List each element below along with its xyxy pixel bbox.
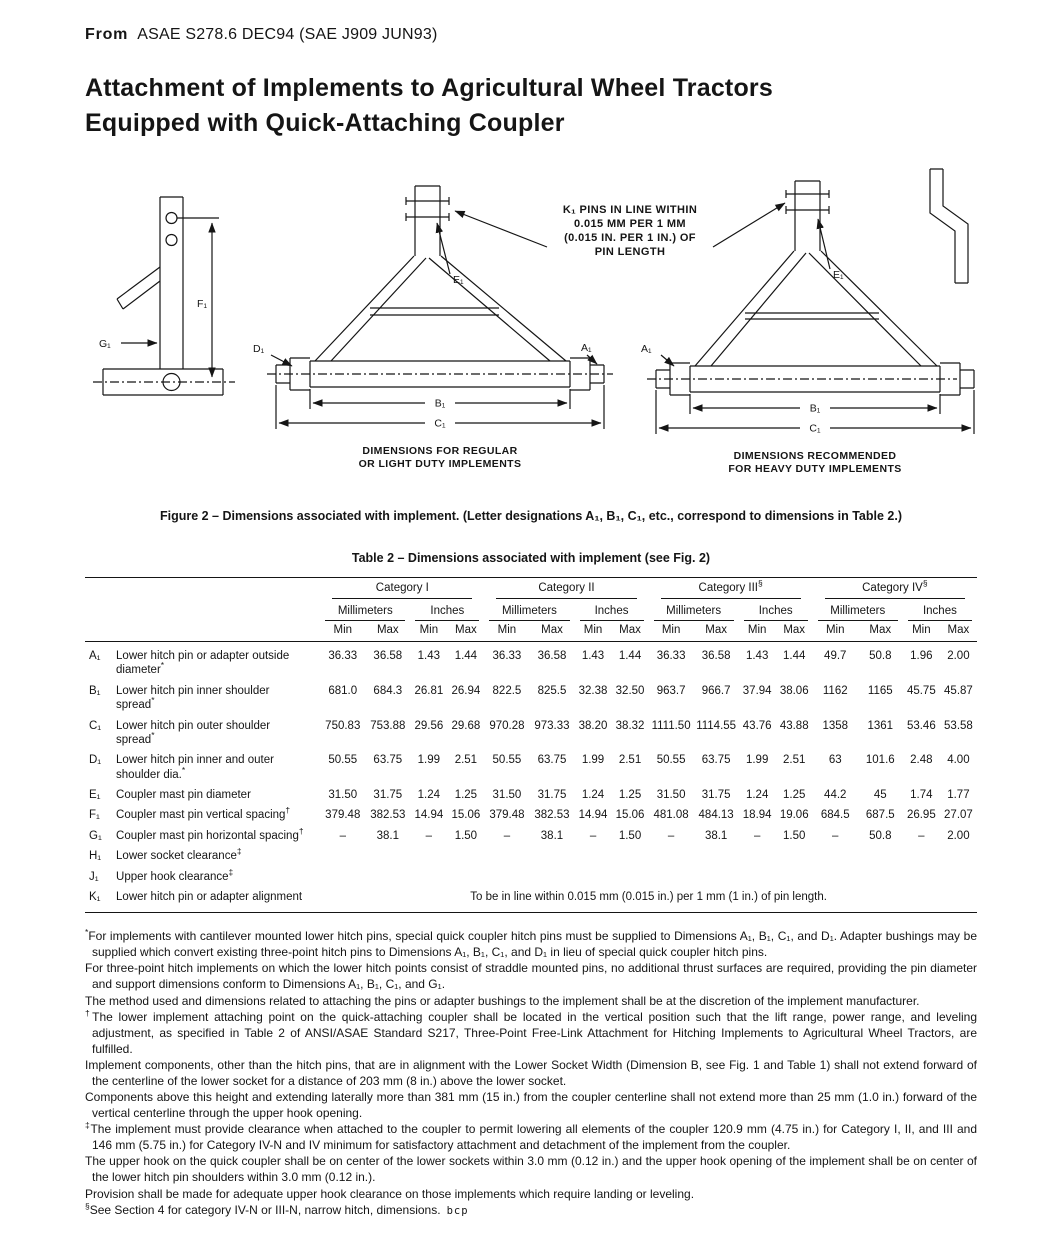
print-mark: bcp	[446, 1204, 469, 1217]
dimension-value: 43.88	[779, 719, 809, 732]
dimension-description: Lower socket clearance‡	[116, 846, 242, 863]
empty-values	[320, 867, 977, 887]
footnote	[85, 928, 977, 960]
dimension-value: 1.96	[910, 650, 933, 662]
dimension-value: 50.8	[869, 829, 892, 842]
dimension-value: 1.44	[618, 650, 642, 662]
dimension-value: 379.48	[489, 809, 525, 822]
dimension-value: 684.3	[373, 684, 403, 697]
dimension-value: 53.46	[906, 719, 936, 732]
dimension-value: 1.25	[454, 789, 478, 801]
dimension-row	[85, 805, 977, 825]
heavy-duty-caption-line1: DIMENSIONS RECOMMENDED	[733, 450, 897, 462]
dimension-row	[85, 716, 977, 751]
footnote	[85, 1202, 977, 1218]
dimension-value: 382.53	[534, 809, 570, 822]
dimension-row	[85, 750, 977, 785]
category-label: Category III	[698, 582, 758, 594]
label-b1-light: B₁	[434, 397, 446, 410]
dimension-symbol: A₁	[89, 650, 101, 662]
dimension-value: 38.1	[704, 829, 728, 842]
dimension-description: Upper hook clearance‡	[116, 866, 234, 883]
dimension-value: 63.75	[701, 754, 731, 767]
dimension-value: 2.00	[947, 650, 970, 662]
dimension-value: 36.33	[328, 650, 358, 662]
header-spacer	[85, 578, 320, 642]
footnote-marker: §	[85, 1200, 90, 1211]
footnote-marker: ‡	[85, 1120, 91, 1131]
dimension-value: 1.43	[745, 650, 769, 662]
dimension-value: 38.1	[540, 829, 564, 842]
dimension-row	[85, 887, 977, 913]
dimension-value: 45.87	[944, 684, 973, 697]
dimension-value: –	[753, 829, 761, 842]
dimension-value: 2.51	[454, 754, 478, 767]
dimension-value: 1.50	[454, 829, 478, 842]
dimension-value: 15.06	[615, 809, 645, 822]
units-header-mm: Millimeters	[320, 599, 410, 621]
dimension-description: Lower hitch pin inner shoulder spread*	[116, 684, 270, 712]
dimensions-table	[85, 577, 977, 913]
units-header-mm: Millimeters	[484, 599, 574, 621]
label-c1-heavy: C₁	[809, 422, 821, 435]
dimension-symbol: F₁	[89, 809, 100, 822]
dimension-description: Coupler mast pin diameter	[116, 789, 251, 801]
category-header-2	[484, 578, 648, 600]
dimension-value: 26.81	[414, 684, 444, 697]
dimension-value: 1.24	[745, 789, 769, 801]
dimension-value: 1114.55	[696, 719, 737, 732]
category-marker: §	[758, 578, 763, 589]
units-header-mm: Millimeters	[649, 599, 739, 621]
dimension-value: 15.06	[451, 809, 481, 822]
dimension-symbol: J₁	[89, 870, 99, 883]
dimension-value: 36.58	[537, 650, 567, 662]
min-header: Min	[903, 621, 940, 642]
category-label: Category IV	[862, 582, 923, 594]
figure-caption: Figure 2 – Dimensions associated with implement. (Letter designations A₁, B₁, C₁, etc., correspond to dimensions in Table 2.)	[159, 509, 903, 523]
dimension-value: –	[425, 829, 433, 842]
min-header: Min	[649, 621, 694, 642]
light-duty-drawing	[267, 186, 613, 429]
label-a1-heavy: A₁	[641, 343, 652, 355]
footnote-text: Components above this height and extending laterally more than 381 mm (15 in.) from the coupler centerline shall not extend more than 25 mm (1.0 in.) forward of the vertical centerline through the upper hook opening.	[85, 1090, 977, 1121]
footnote	[85, 1057, 977, 1089]
dimension-value: 379.48	[325, 809, 361, 822]
max-header: Max	[776, 621, 813, 642]
footnotes	[85, 928, 977, 1217]
dimension-value: 2.51	[618, 754, 642, 767]
dimension-description: Lower hitch pin or adapter outside diameter*	[116, 650, 290, 677]
dimension-value: 1.50	[783, 829, 806, 842]
dimension-value: 19.06	[779, 809, 809, 822]
dimension-value: 2.48	[910, 754, 933, 767]
max-header: Max	[940, 621, 977, 642]
dimension-value: 1.99	[745, 754, 769, 767]
dimension-value: 36.58	[701, 650, 731, 662]
dimension-value: –	[589, 829, 597, 842]
dimension-value: 963.7	[656, 684, 686, 697]
label-b1-heavy: B₁	[809, 402, 821, 415]
dimension-value: 750.83	[325, 719, 361, 732]
dimension-value: 31.75	[373, 789, 403, 801]
dimension-symbol: H₁	[89, 850, 102, 863]
dimension-symbol: D₁	[89, 754, 102, 767]
dimension-value: 14.94	[578, 809, 608, 822]
min-header: Min	[320, 621, 365, 642]
dimension-value: 973.33	[534, 719, 570, 732]
k1-annotation	[455, 203, 785, 258]
dimension-value: 29.56	[414, 719, 444, 732]
label-e1-light: E₁	[453, 274, 464, 286]
footnote	[85, 1153, 977, 1185]
dimension-value: 1.43	[581, 650, 605, 662]
source-reference	[85, 26, 977, 44]
dimension-value: –	[503, 829, 511, 842]
dimension-value: 38.32	[615, 719, 645, 732]
dimension-value: 687.5	[865, 809, 895, 822]
category-header-1	[320, 578, 484, 600]
dimension-value: 2.51	[783, 754, 806, 767]
dimension-value: 38.20	[578, 719, 608, 732]
units-header-in: Inches	[903, 599, 977, 621]
dimension-value: 50.55	[656, 754, 686, 767]
dimension-value: 1.43	[417, 650, 441, 662]
units-header-in: Inches	[575, 599, 649, 621]
k1-note-line3: (0.015 IN. PER 1 IN.) OF	[564, 232, 696, 244]
dimension-value: 1.99	[417, 754, 441, 767]
max-header: Max	[694, 621, 739, 642]
source-standard: ASAE S278.6 DEC94 (SAE J909 JUN93)	[137, 26, 438, 43]
dimension-value: –	[918, 829, 925, 842]
dimension-value: 1.24	[417, 789, 441, 801]
category-header-row	[85, 578, 977, 600]
figure-2	[85, 161, 977, 493]
label-f1: F₁	[197, 298, 207, 310]
heavy-duty-caption-line2: FOR HEAVY DUTY IMPLEMENTS	[728, 463, 902, 475]
dimension-value: 1.44	[454, 650, 478, 662]
dimension-value: 36.58	[373, 650, 403, 662]
source-from-label: From	[85, 26, 129, 43]
dimension-value: 382.53	[370, 809, 406, 822]
dimension-value: 32.50	[615, 684, 645, 697]
dimension-value: 1.25	[618, 789, 642, 801]
max-header: Max	[365, 621, 410, 642]
dimension-value: 18.94	[742, 809, 772, 822]
footnote	[85, 960, 977, 992]
dimension-value: 14.94	[414, 809, 444, 822]
max-header: Max	[858, 621, 903, 642]
dimension-value: 4.00	[947, 754, 970, 767]
dimension-value: 753.88	[370, 719, 406, 732]
dimension-value: 26.94	[451, 684, 481, 697]
dimension-value: 50.55	[328, 754, 358, 767]
dimension-value: 44.2	[824, 789, 847, 801]
table-title: Table 2 – Dimensions associated with implement (see Fig. 2)	[351, 551, 711, 565]
dimension-value: 45	[873, 789, 887, 801]
dimension-value: 966.7	[701, 684, 731, 697]
page-title-line1: Attachment of Implements to Agricultural Wheel Tractors	[85, 74, 773, 102]
dimension-row	[85, 846, 977, 866]
dimension-row	[85, 642, 977, 681]
dimension-value: 45.75	[906, 684, 936, 697]
dimension-value: 63.75	[373, 754, 403, 767]
min-header: Min	[739, 621, 776, 642]
dimension-value: 481.08	[653, 809, 689, 822]
dimension-value: 1162	[822, 684, 848, 697]
footnote	[85, 1009, 977, 1057]
dimension-symbol: E₁	[89, 789, 101, 801]
dimension-value: 101.6	[865, 754, 895, 767]
footnote-marker: †	[85, 1007, 93, 1018]
dimension-value: 32.38	[578, 684, 608, 697]
category-marker: §	[922, 578, 928, 589]
dimension-value: 29.68	[451, 719, 481, 732]
footnote-text: The upper hook on the quick coupler shall be on center of the lower sockets within 3.0 mm (0.12 in.) and the upper hook opening of the implement shall be on center of the lower hitch pin shoulders within 3.0 mm (0.12 in.).	[85, 1154, 977, 1185]
dimension-value: 50.8	[869, 650, 892, 662]
dimension-value: 1358	[822, 719, 849, 732]
dimension-value: 31.50	[656, 789, 686, 801]
footnote-text: For three-point hitch implements on which the lower hitch points consist of straddle mounted pins, no additional thrust surfaces are required, providing the pin diameter and support dimensions conform to Dimensions A₁, B₁, C₁, and G₁.	[85, 961, 977, 992]
label-d1: D₁	[253, 343, 265, 355]
dimension-symbol: G₁	[89, 829, 102, 842]
dimension-value: 43.76	[742, 719, 772, 732]
dimension-value: 684.5	[820, 809, 850, 822]
table-body	[85, 642, 977, 913]
table-head	[85, 578, 977, 642]
dimension-description: Lower hitch pin or adapter alignment	[116, 890, 303, 903]
dimension-value: 1.74	[910, 789, 933, 801]
dimension-value: 38.06	[779, 684, 809, 697]
label-a1-light: A₁	[581, 342, 592, 354]
dimension-value: 31.50	[492, 789, 522, 801]
footnote-text: Provision shall be made for adequate upper hook clearance on those implements which require landing or leveling.	[85, 1186, 695, 1201]
footnote	[85, 1186, 977, 1202]
k1-note-line2: 0.015 MM PER 1 MM	[574, 218, 686, 230]
category-label: Category II	[538, 582, 595, 594]
footnote	[85, 1121, 977, 1153]
footnote-text: See Section 4 for category IV-N or III-N, narrow hitch, dimensions.	[89, 1202, 441, 1217]
category-header-3	[649, 578, 813, 600]
label-c1-light: C₁	[434, 417, 446, 430]
units-header-in: Inches	[410, 599, 484, 621]
dimension-value: 1.77	[947, 789, 970, 801]
dimension-value: 484.13	[698, 809, 734, 822]
dimension-value: 36.33	[656, 650, 686, 662]
dimension-row	[85, 826, 977, 846]
dimension-value: 1.25	[783, 789, 806, 801]
min-header: Min	[575, 621, 612, 642]
dimension-value: 26.95	[906, 809, 936, 822]
dimension-value: 825.5	[537, 684, 567, 697]
dimension-description: Coupler mast pin vertical spacing†	[116, 805, 291, 822]
footnote-text: The method used and dimensions related to attaching the pins or adapter bushings to the implement shall be at the discretion of the implement manufacturer.	[85, 993, 920, 1008]
dimension-value: 31.75	[701, 789, 731, 801]
category-header-4	[813, 578, 977, 600]
dimension-value: 53.58	[944, 719, 973, 732]
footnote-text: For implements with cantilever mounted lower hitch pins, special quick coupler hitch pins must be supplied to Dimensions A₁, B₁, C₁, and D₁. Adapter bushings may be supplied which convert existing three-point hitch pins to Dimensions A₁, B₁, C₁, and D₁ in lieu of special quick coupler hitch pins.	[88, 929, 977, 960]
dimension-value: –	[667, 829, 675, 842]
max-header: Max	[612, 621, 649, 642]
dimension-row	[85, 867, 977, 887]
dimension-symbol: B₁	[89, 684, 101, 697]
min-header: Min	[484, 621, 529, 642]
light-duty-caption-line1: DIMENSIONS FOR REGULAR	[362, 445, 518, 457]
footnote-text: The implement must provide clearance when attached to the coupler to permit lowering all elements of the coupler 120.9 mm (4.75 in.) for Category I, II, and III and 146 mm (5.75 in.) for Category IV-N and IV minimum for satisfactory attachment and detachment of the implement from the coupler.	[90, 1122, 977, 1153]
dimension-value: 31.50	[328, 789, 358, 801]
dimension-description: Lower hitch pin inner and outer shoulder dia.*	[116, 754, 274, 781]
footnote	[85, 993, 977, 1009]
dimension-symbol: K₁	[89, 890, 101, 903]
dimension-value: 1.24	[581, 789, 605, 801]
k1-note-line1: K₁ PINS IN LINE WITHIN	[562, 204, 698, 216]
dimension-value: 822.5	[492, 684, 522, 697]
empty-values	[320, 846, 977, 866]
units-header-in: Inches	[739, 599, 813, 621]
label-e1-heavy: E₁	[833, 269, 844, 281]
dimension-value: 27.07	[944, 809, 973, 822]
dimension-value: 2.00	[947, 829, 970, 842]
label-g1: G₁	[99, 338, 111, 350]
dimension-value: 63.75	[537, 754, 567, 767]
side-view-drawing	[93, 197, 235, 395]
dimension-value: 63	[828, 754, 842, 767]
figure-drawings	[85, 161, 977, 493]
min-header: Min	[410, 621, 447, 642]
footnote-marker: *	[85, 927, 89, 938]
max-header: Max	[529, 621, 574, 642]
dimension-value: 1.99	[581, 754, 605, 767]
footnote-text: Implement components, other than the hitch pins, that are in alignment with the Lower Socket Width (Dimension B, see Fig. 1 and Table 1) shall not extend forward of the centerline of the lower socket for a distance of 203 mm (8 in.) above the lower socket.	[85, 1057, 977, 1088]
dimension-symbol: C₁	[89, 719, 102, 732]
dimension-value: 38.1	[376, 829, 400, 842]
light-duty-caption-line2: OR LIGHT DUTY IMPLEMENTS	[358, 458, 522, 470]
dimension-description: Coupler mast pin horizontal spacing†	[116, 825, 304, 842]
dimension-value: –	[832, 829, 839, 842]
dimension-value: 36.33	[492, 650, 522, 662]
dimension-value: 50.55	[492, 754, 522, 767]
min-header: Min	[813, 621, 858, 642]
dimension-row	[85, 681, 977, 716]
category-label: Category I	[375, 582, 429, 594]
units-header-mm: Millimeters	[813, 599, 903, 621]
dimension-value: 1.50	[618, 829, 642, 842]
dimension-value: 1.44	[783, 650, 806, 662]
dimension-value: 37.94	[742, 684, 772, 697]
footnote	[85, 1089, 977, 1121]
dimension-value: 970.28	[489, 719, 525, 732]
max-header: Max	[447, 621, 484, 642]
dimension-value: 49.7	[824, 650, 847, 662]
dimension-description: Lower hitch pin outer shoulder spread*	[116, 719, 271, 746]
dimension-row	[85, 785, 977, 805]
dimension-value: 31.75	[537, 789, 567, 801]
k1-note-line4: PIN LENGTH	[594, 246, 666, 258]
page-title	[85, 71, 977, 141]
dimension-value: –	[339, 829, 346, 842]
alignment-note: To be in line within 0.015 mm (0.015 in.) per 1 mm (1 in.) of pin length.	[470, 890, 827, 903]
dimension-value: 1111.50	[651, 719, 691, 732]
dimension-value: 1361	[867, 719, 894, 732]
dimension-value: 1165	[867, 684, 893, 697]
page-title-line2: Equipped with Quick-Attaching Coupler	[85, 109, 565, 137]
footnote-text: The lower implement attaching point on the quick-attaching coupler shall be located in the vertical position such that the lift range, power range, and leveling adjustment, as specified in Table 2 of ANSI/ASAE Standard S217, Three-Point Free-Link Attachment for Hitching Implements to Agricultural Wheel Tractors, are fulfilled.	[92, 1009, 978, 1056]
dimension-value: 681.0	[328, 684, 358, 697]
